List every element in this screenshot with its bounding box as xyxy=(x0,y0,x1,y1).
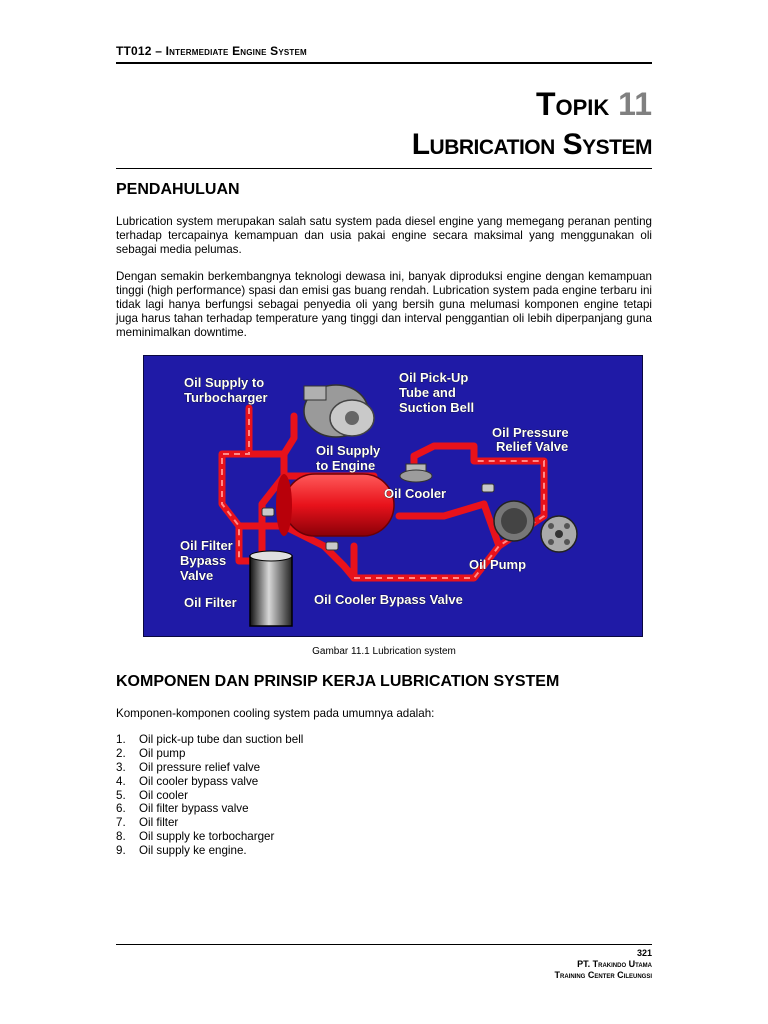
list-item xyxy=(116,816,652,830)
label-pickup-1: Oil Pick-Up xyxy=(399,370,469,385)
label-oil-cooler: Oil Cooler xyxy=(384,486,447,501)
footer-company: PT. Trakindo Utama xyxy=(577,959,652,969)
label-bypass-2: Bypass xyxy=(180,553,227,568)
label-oil-cooler-bypass: Oil Cooler Bypass Valve xyxy=(314,592,463,607)
list-item-number: 5. xyxy=(116,788,126,802)
components-intro: Komponen-komponen cooling system pada umumnya adalah: xyxy=(116,707,435,720)
footer-rule xyxy=(116,944,652,945)
footer-center: Training Center Cileungsi xyxy=(554,970,652,980)
list-item xyxy=(116,802,652,816)
list-item xyxy=(116,789,652,803)
running-header: TT012 – Intermediate Engine System xyxy=(116,44,307,58)
list-item-number: 1. xyxy=(116,733,126,746)
oil-filter-icon xyxy=(250,551,292,626)
label-bypass-3: Valve xyxy=(180,568,214,583)
intro-heading: PENDAHULUAN xyxy=(116,181,240,198)
document-page xyxy=(116,0,652,1024)
lubrication-diagram xyxy=(144,356,642,636)
list-item-text: Oil pressure relief valve xyxy=(139,760,261,774)
list-item-text: Oil filter bypass valve xyxy=(139,802,249,816)
topic-label: Topik xyxy=(535,86,610,122)
header-rule xyxy=(116,62,652,64)
label-oil-supply-turbo-2: Turbocharger xyxy=(184,390,268,405)
list-item xyxy=(116,830,652,844)
label-relief-2: Relief Valve xyxy=(496,439,569,454)
components-heading: KOMPONEN DAN PRINSIP KERJA LUBRICATION SYSTEM xyxy=(116,673,560,690)
page-number: 321 xyxy=(636,948,652,958)
label-oil-pump: Oil Pump xyxy=(469,557,527,572)
suction-bell-icon xyxy=(400,464,432,482)
list-item xyxy=(116,775,652,789)
list-item-number: 2. xyxy=(116,746,126,760)
list-item-number: 4. xyxy=(116,774,126,788)
lubrication-system-figure xyxy=(143,355,643,637)
list-item-number: 8. xyxy=(116,830,126,844)
list-item-number: 9. xyxy=(116,844,126,858)
list-item xyxy=(116,747,652,761)
label-pickup-2: Tube and xyxy=(399,385,456,400)
list-item-number: 7. xyxy=(116,816,126,830)
list-item-text: Oil cooler xyxy=(139,788,188,802)
topic-number: 11 xyxy=(618,86,652,122)
label-oil-filter: Oil Filter xyxy=(184,595,237,610)
list-item-text: Oil pick-up tube dan suction bell xyxy=(139,733,304,746)
oil-cooler-icon xyxy=(276,474,394,536)
label-bypass-1: Oil Filter xyxy=(180,538,233,553)
list-item-number: 6. xyxy=(116,802,126,816)
list-item xyxy=(116,844,652,858)
list-item-text: Oil pump xyxy=(139,746,186,760)
list-item-text: Oil filter xyxy=(139,816,179,830)
label-oil-supply-turbo-1: Oil Supply to xyxy=(184,375,265,390)
label-pickup-3: Suction Bell xyxy=(399,400,475,415)
topic-heading xyxy=(536,86,652,123)
intro-paragraph-2: Dengan semakin berkembangnya teknologi dewasa ini, banyak diproduksi engine dengan kemampuan tinggi (high performance) spasi dan emisi gas buang rendah. Lubrication system pada engine terbaru ini tidak lagi hanya berfungsi sebagai penyedia oli yang bersih guna melumasi komponen engine tetapi juga harus tahan terhadap temperature yang tinggi dan interval penggantian oli lebih diperpanjang guna meminimalkan downtime. xyxy=(116,270,652,339)
turbocharger-icon xyxy=(304,385,374,437)
component-list xyxy=(116,733,652,858)
label-engine-1: Oil Supply xyxy=(316,443,381,458)
list-item-number: 3. xyxy=(116,760,126,774)
title-rule xyxy=(116,168,652,169)
figure-caption: Gambar 11.1 Lubrication system xyxy=(312,646,456,657)
page-title: Lubrication System xyxy=(411,128,652,161)
list-item xyxy=(116,761,652,775)
list-item-text: Oil supply ke torbocharger xyxy=(139,830,275,844)
list-item xyxy=(116,733,652,747)
intro-paragraph-1: Lubrication system merupakan salah satu system pada diesel engine yang memegang peranan penting terhadap tercapainya kemampuan dan usia pakai engine secara maksimal yang menggunakan oli sebagai media pelumas. xyxy=(116,215,652,256)
label-relief-1: Oil Pressure xyxy=(492,425,569,440)
list-item-text: Oil supply ke engine. xyxy=(139,844,247,858)
label-engine-2: to Engine xyxy=(316,458,376,473)
list-item-text: Oil cooler bypass valve xyxy=(139,774,259,788)
